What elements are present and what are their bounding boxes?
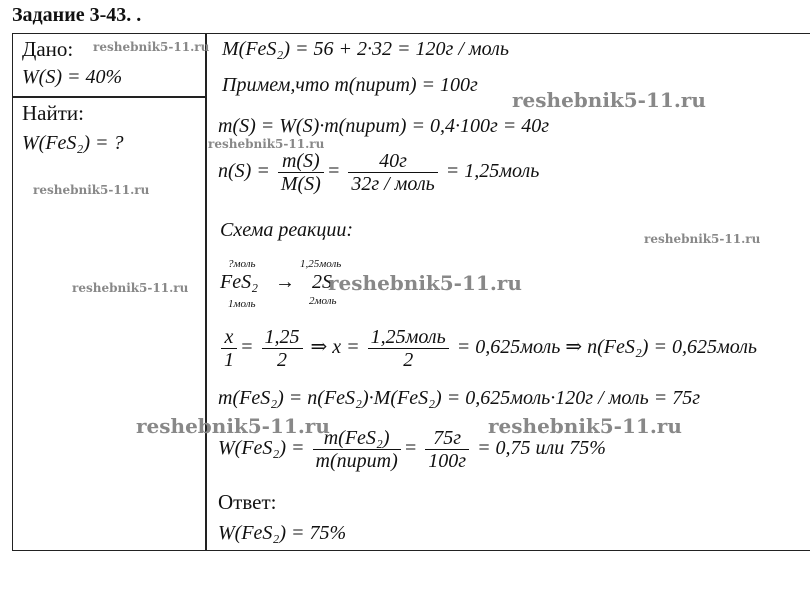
fraction-numerator: 75г <box>425 427 469 450</box>
proportion-mid: ⇒ x = <box>310 336 360 359</box>
answer-value: W(FeS₂) = 75% <box>218 522 347 544</box>
scheme-product: 2S <box>312 271 332 293</box>
sulfur-moles-result: = 1,25моль <box>445 160 540 183</box>
column-divider <box>205 33 207 551</box>
fraction-125mol-over-2 <box>368 326 449 371</box>
scheme-arrow-icon: → <box>275 271 295 293</box>
pyrite-mass-line: m(FeS₂) = n(FeS₂)·M(FeS₂) = 0,625моль·120г / моль = 75г <box>218 387 701 409</box>
fraction-x-over-1 <box>221 326 237 371</box>
mass-fraction-result: = 0,75 или 75% <box>477 437 606 460</box>
fraction-numerator: 1,25моль <box>368 326 449 349</box>
scheme-bottom-left: 1моль <box>228 298 256 310</box>
mass-fraction-line: W(FeS₂) = $\frac{\text{m(FeS₂)}}{\text{m(пирит)}}$ = $\frac{75г}{100г}$ = 0,75 или 75% <box>218 427 606 472</box>
watermark: reshebnik5-11.ru <box>644 232 761 246</box>
answer-label: Ответ: <box>218 490 277 514</box>
scheme-top-right: 1,25моль <box>300 258 342 270</box>
proportion-line: $\frac{x}{1}$ = $\frac{1,25}{2}$ ⇒ x = $\frac{\text{1,25моль}}{2}$ = 0,625моль ⇒ n(FeS₂) = 0,625моль <box>218 326 757 371</box>
fraction-denominator: 32г / моль <box>351 173 435 195</box>
watermark: reshebnik5-11.ru <box>328 271 522 295</box>
given-label: Дано: <box>22 37 74 61</box>
scheme-bottom-right: 2моль <box>309 295 337 307</box>
fraction-ms-over-Ms <box>278 150 324 195</box>
proportion-result: = 0,625моль ⇒ n(FeS₂) = 0,625моль <box>456 336 758 359</box>
sulfur-mass-line: m(S) = W(S)·m(пирит) = 0,4·100г = 40г <box>218 115 550 137</box>
fraction-125-over-2 <box>262 326 303 371</box>
watermark: reshebnik5-11.ru <box>488 414 682 438</box>
fraction-denominator: M(S) <box>280 173 321 195</box>
scheme-top-left: ?моль <box>228 258 256 270</box>
fraction-denominator: 1 <box>224 349 234 371</box>
given-value: W(S) = 40% <box>22 66 123 88</box>
scheme-label: Схема реакции: <box>220 219 353 241</box>
fraction-numerator: m(S) <box>278 150 324 173</box>
fraction-denominator: 100г <box>428 450 467 472</box>
given-find-divider <box>12 96 206 98</box>
scheme-reactant: FeS₂ <box>220 271 259 293</box>
mass-fraction-lhs: W(FeS₂) = <box>218 437 305 460</box>
watermark: reshebnik5-11.ru <box>93 40 210 54</box>
fraction-numerator: m(FeS₂) <box>313 427 401 450</box>
watermark: reshebnik5-11.ru <box>136 414 330 438</box>
task-title: Задание 3-43. . <box>12 4 142 26</box>
assumption-line: Примем,что m(пирит) = 100г <box>222 74 478 96</box>
watermark: reshebnik5-11.ru <box>208 137 325 151</box>
sulfur-moles-line: n(S) = $\frac{m(S)}{M(S)}$ = $\frac{40г}{\text{32г / моль}}$ = 1,25моль <box>218 150 540 195</box>
sulfur-moles-lhs: n(S) = <box>218 160 270 183</box>
fraction-numerator: 1,25 <box>262 326 303 349</box>
fraction-denominator: m(пирит) <box>315 450 398 472</box>
watermark: reshebnik5-11.ru <box>512 88 706 112</box>
watermark: reshebnik5-11.ru <box>33 183 150 197</box>
fraction-denominator: 2 <box>403 349 414 371</box>
fraction-40-over-32 <box>348 150 437 195</box>
fraction-numerator: 40г <box>348 150 437 173</box>
find-label: Найти: <box>22 101 84 125</box>
watermark: reshebnik5-11.ru <box>72 281 189 295</box>
fraction-denominator: 2 <box>277 349 287 371</box>
fraction-numerator: x <box>221 326 237 349</box>
molar-mass-line: M(FeS₂) = 56 + 2·32 = 120г / моль <box>222 38 509 60</box>
fraction-75-over-100 <box>425 427 469 472</box>
find-value: W(FeS₂) = ? <box>22 132 124 154</box>
